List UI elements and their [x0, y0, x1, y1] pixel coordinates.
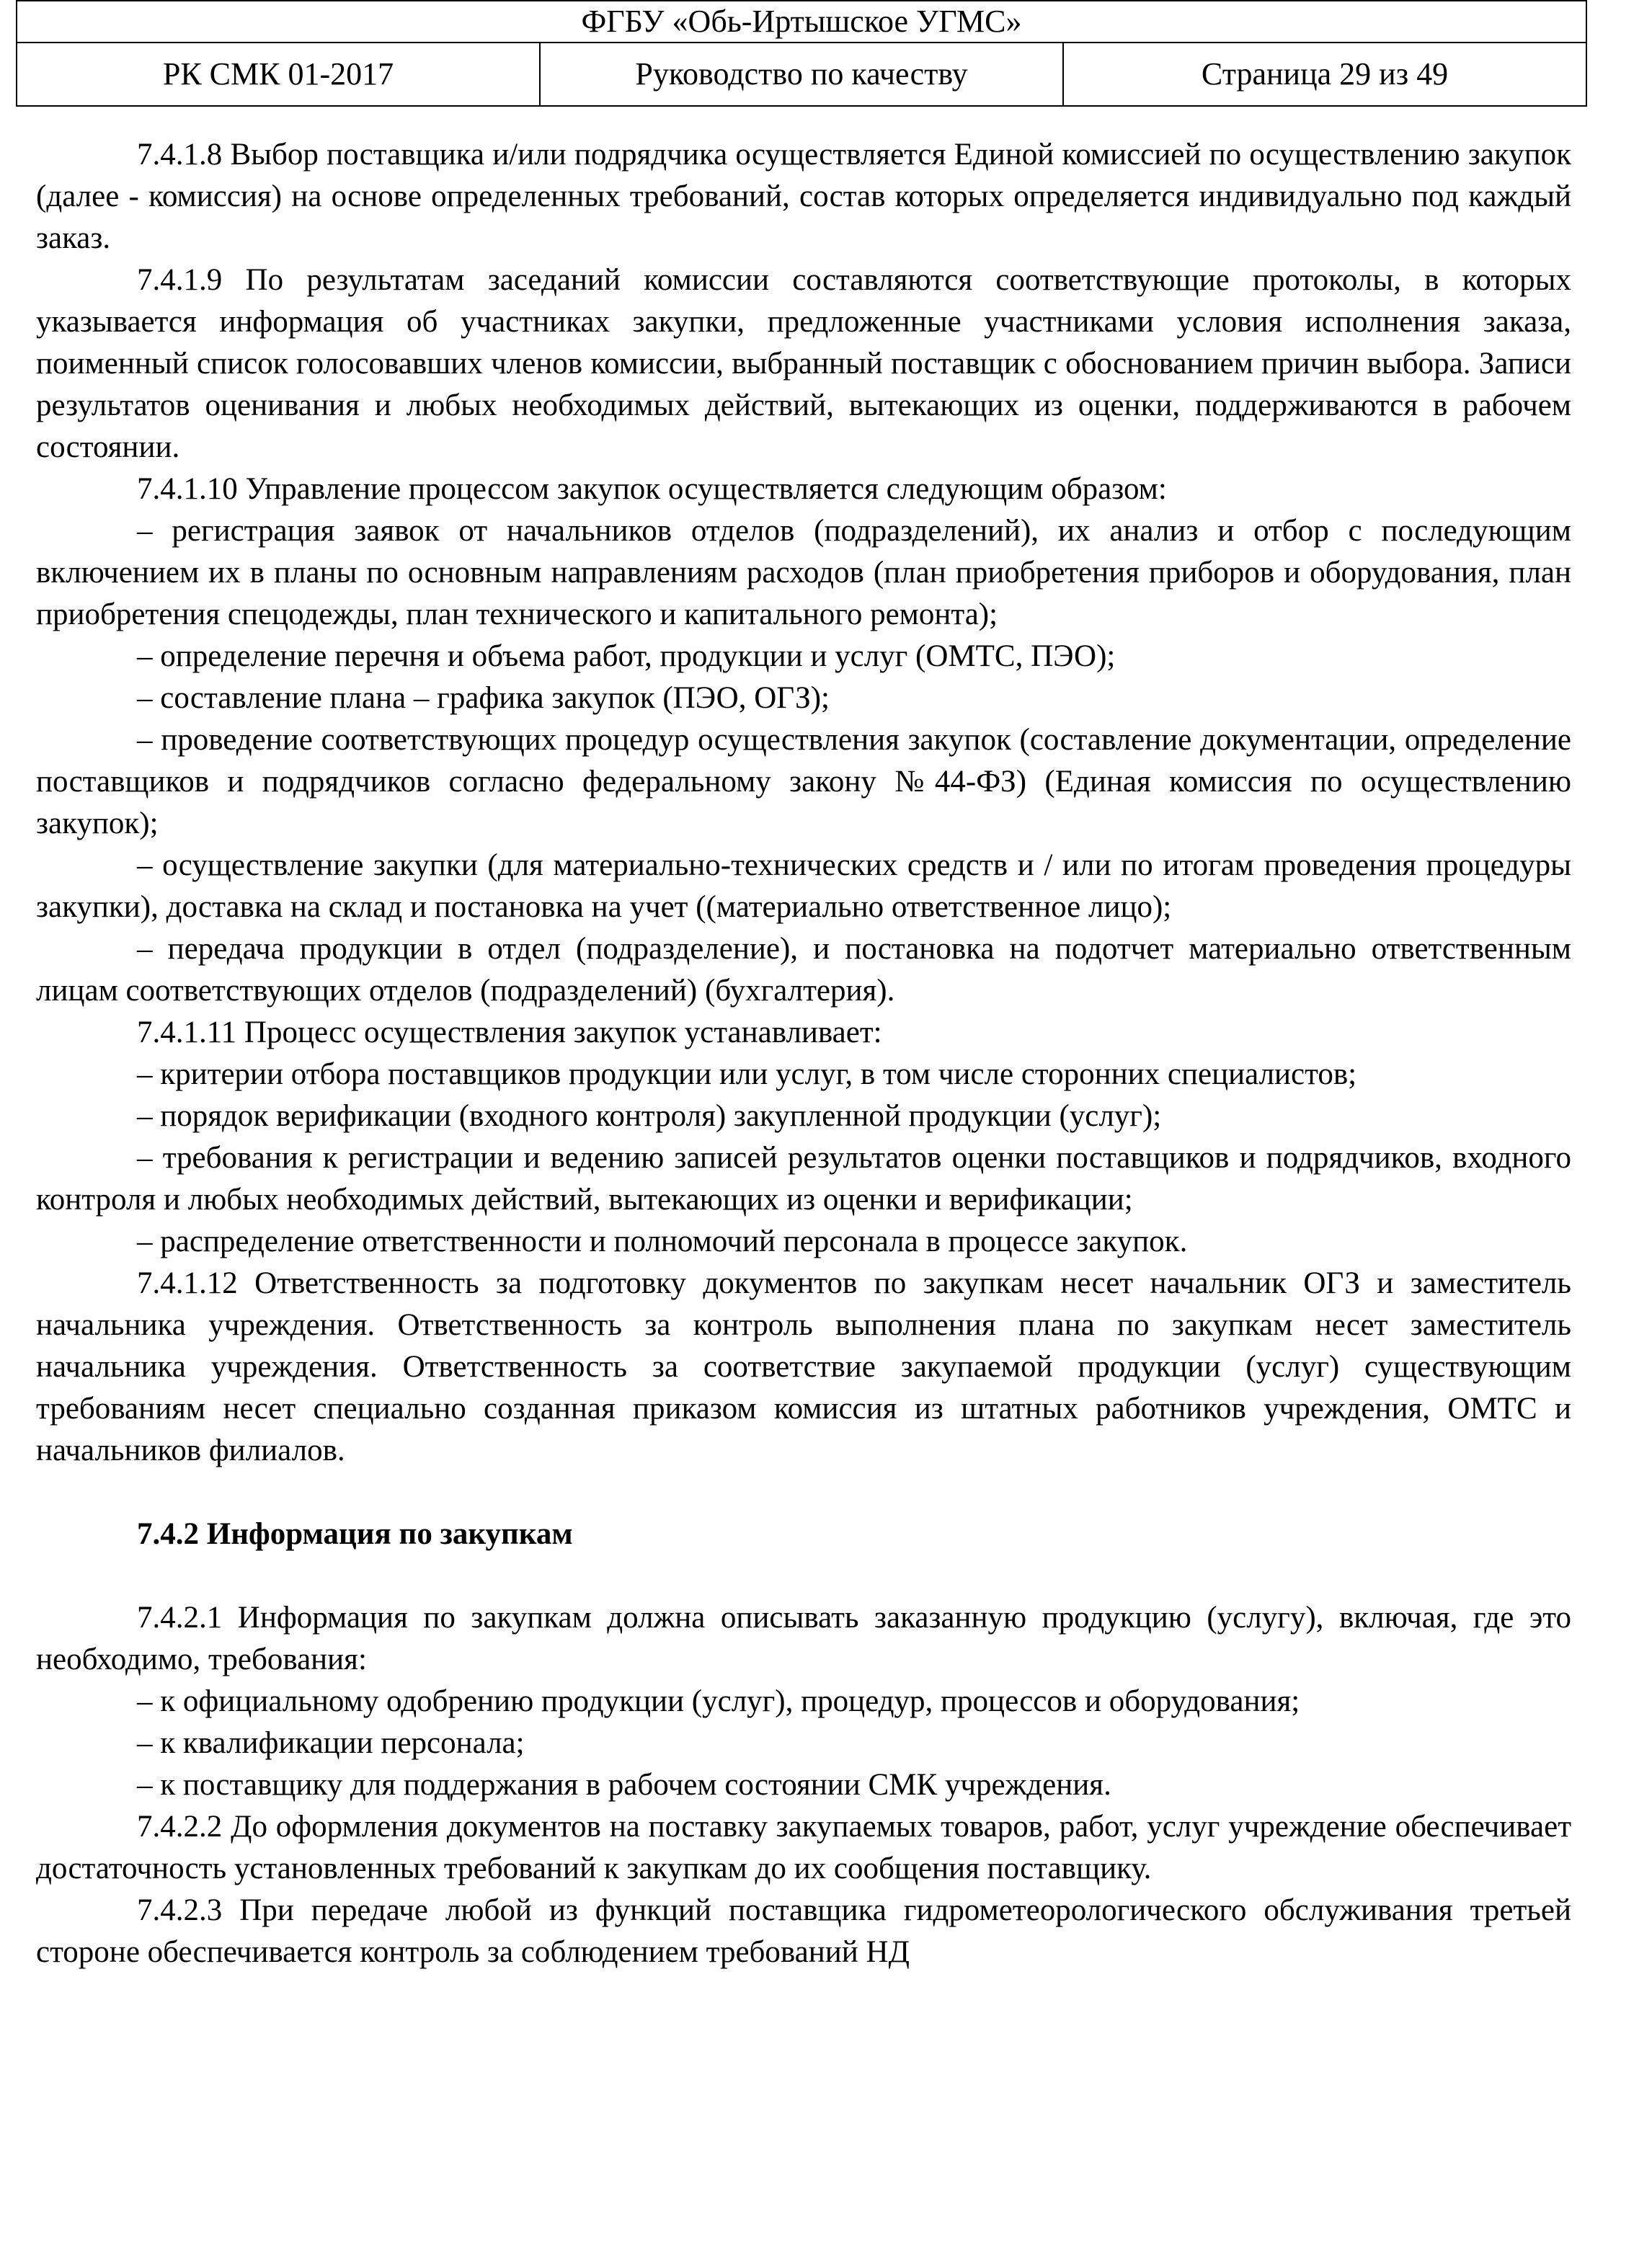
- paragraph-7-4-1-11: 7.4.1.11 Процесс осуществления закупок устанавливает:: [137, 1016, 882, 1049]
- list-item: – регистрация заявок от начальников отделов (подразделений), их анализ и отбор с последующим включением их в планы по основным направлениям расходов (план приобретения приборов и оборудования, план приобретения спецодежды, план технического и капитального ремонта);: [36, 514, 1571, 631]
- section-heading-7-4-2: 7.4.2 Информация по закупкам: [137, 1517, 573, 1551]
- page-number: Страница 29 из 49: [1063, 43, 1586, 106]
- paragraph-7-4-2-3: 7.4.2.3 При передаче любой из функций поставщика гидрометеорологического обслуживания третьей стороне обеспечивается контроль за соблюдением требований НД: [36, 1893, 1571, 1969]
- paragraph-7-4-1-9: 7.4.1.9 По результатам заседаний комиссии составляются соответствующие протоколы, в которых указывается информация об участниках закупки, предложенные участниками условия исполнения заказа, поименный список голосовавших членов комиссии, выбранный поставщик с обоснованием причин выбора. Записи результатов оценивания и любых необходимых действий, вытекающих из оценки, поддерживаются в рабочем состоянии.: [36, 263, 1571, 464]
- organization-name: ФГБУ «Обь-Иртышское УГМС»: [17, 1, 1586, 43]
- list-item: – порядок верификации (входного контроля) закупленной продукции (услуг);: [137, 1099, 1162, 1133]
- document-body: [36, 134, 1571, 1973]
- list-item: – критерии отбора поставщиков продукции или услуг, в том числе сторонних специалистов;: [137, 1057, 1357, 1091]
- paragraph-7-4-1-8: 7.4.1.8 Выбор поставщика и/или подрядчика осуществляется Единой комиссией по осуществлению закупок (далее - комиссия) на основе определенных требований, состав которых определяется индивидуально под каждый заказ.: [36, 138, 1571, 255]
- list-item: – к официальному одобрению продукции (услуг), процедур, процессов и оборудования;: [137, 1684, 1300, 1718]
- paragraph-7-4-1-10: 7.4.1.10 Управление процессом закупок осуществляется следующим образом:: [137, 472, 1167, 506]
- list-item: – требования к регистрации и ведению записей результатов оценки поставщиков и подрядчиков, входного контроля и любых необходимых действий, вытекающих из оценки и верификации;: [36, 1141, 1571, 1217]
- list-item: – составление плана – графика закупок (ПЭО, ОГЗ);: [137, 681, 830, 715]
- document-title: Руководство по качеству: [540, 43, 1063, 106]
- list-item: – передача продукции в отдел (подразделение), и постановка на подотчет материально ответственным лицам соответствующих отделов (подразделений) (бухгалтерия).: [36, 932, 1571, 1008]
- list-item: – распределение ответственности и полномочий персонала в процессе закупок.: [137, 1225, 1188, 1258]
- list-item: – осуществление закупки (для материально-технических средств и / или по итогам проведения процедуры закупки), доставка на склад и постановка на учет ((материально ответственное лицо);: [36, 848, 1571, 924]
- paragraph-7-4-2-2: 7.4.2.2 До оформления документов на поставку закупаемых товаров, работ, услуг учреждение обеспечивает достаточность установленных требований к закупкам до их сообщения поставщику.: [36, 1810, 1571, 1885]
- document-header-table: [16, 0, 1587, 107]
- list-item: – к квалификации персонала;: [137, 1726, 525, 1760]
- paragraph-7-4-2-1: 7.4.2.1 Информация по закупкам должна описывать заказанную продукцию (услугу), включая, где это необходимо, требования:: [36, 1601, 1571, 1676]
- list-item: – определение перечня и объема работ, продукции и услуг (ОМТС, ПЭО);: [137, 639, 1116, 673]
- list-item: – проведение соответствующих процедур осуществления закупок (составление документации, определение поставщиков и подрядчиков согласно федеральному закону №44-ФЗ) (Единая комиссия по осуществлению закупок);: [36, 723, 1571, 840]
- document-code: РК СМК 01-2017: [17, 43, 540, 106]
- paragraph-7-4-1-12: 7.4.1.12 Ответственность за подготовку документов по закупкам несет начальник ОГЗ и заместитель начальника учреждения. Ответственность за контроль выполнения плана по закупкам несет заместитель начальника учреждения. Ответственность за соответствие закупаемой продукции (услуг) существующим требованиям несет специально созданная приказом комиссия из штатных работников учреждения, ОМТС и начальников филиалов.: [36, 1266, 1571, 1467]
- list-item: – к поставщику для поддержания в рабочем состоянии СМК учреждения.: [137, 1768, 1111, 1802]
